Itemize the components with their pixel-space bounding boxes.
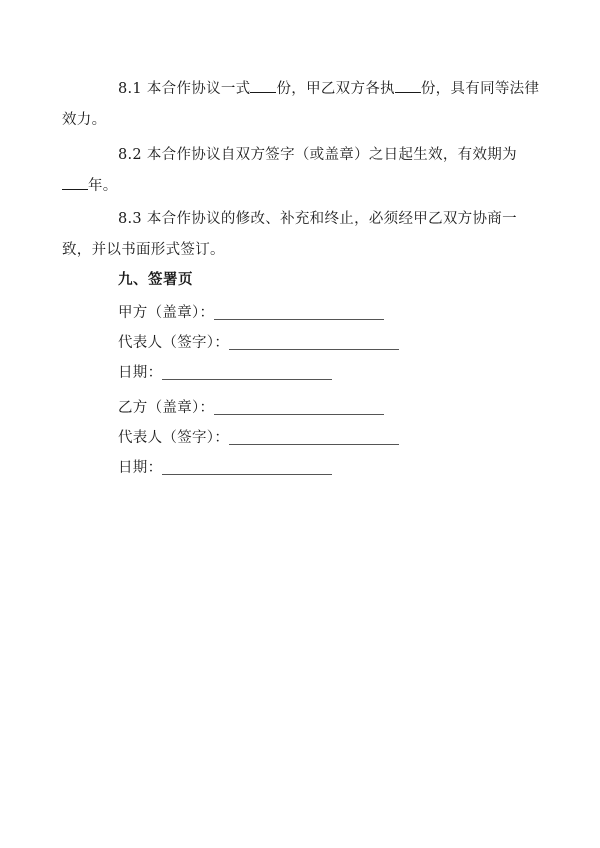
party-a-date-row <box>118 363 332 383</box>
clause-8-1 <box>62 74 540 136</box>
clause-8-3-text-b: 致，并以书面形式签订。 <box>62 242 225 258</box>
party-b-representative-label: 代表人（签字）： <box>118 430 230 446</box>
party-a-representative-label: 代表人（签字）： <box>118 335 230 351</box>
clause-8-1-text-d: 效力。 <box>62 112 107 128</box>
party-b-date-row <box>118 458 332 478</box>
clause-8-2-text-b: 年。 <box>88 178 118 194</box>
clause-8-3-text-a: 8.3 本合作协议的修改、补充和终止，必须经甲乙双方协商一 <box>118 211 517 227</box>
clause-8-1-text-c: 份，具有同等法律 <box>420 81 540 97</box>
copies-each-blank <box>395 78 421 93</box>
party-a-seal-row <box>118 303 384 323</box>
clause-8-2-text-a: 8.2 本合作协议自双方签字（或盖章）之日起生效，有效期为 <box>118 147 517 163</box>
party-a-date-label: 日期： <box>118 365 163 381</box>
party-b-representative-row <box>118 428 399 448</box>
party-b-date-label: 日期： <box>118 460 163 476</box>
validity-years-blank <box>62 175 88 190</box>
party-b-seal-row <box>118 398 384 418</box>
party-b-seal-line[interactable] <box>214 400 384 415</box>
copies-total-blank <box>250 78 276 93</box>
party-a-representative-line[interactable] <box>229 335 399 350</box>
party-a-seal-label: 甲方（盖章）： <box>118 305 215 321</box>
section-title: 九、签署页 <box>118 272 193 288</box>
party-b-seal-label: 乙方（盖章）： <box>118 400 215 416</box>
party-a-date-line[interactable] <box>162 365 332 380</box>
clause-8-3 <box>62 204 517 266</box>
party-a-seal-line[interactable] <box>214 305 384 320</box>
clause-8-1-text-b: 份，甲乙双方各执 <box>276 81 395 97</box>
party-a-representative-row <box>118 333 399 353</box>
party-b-date-line[interactable] <box>162 460 332 475</box>
clause-8-1-text-a: 8.1 本合作协议一式 <box>118 81 251 97</box>
clause-8-2 <box>88 140 517 202</box>
party-b-representative-line[interactable] <box>229 430 399 445</box>
